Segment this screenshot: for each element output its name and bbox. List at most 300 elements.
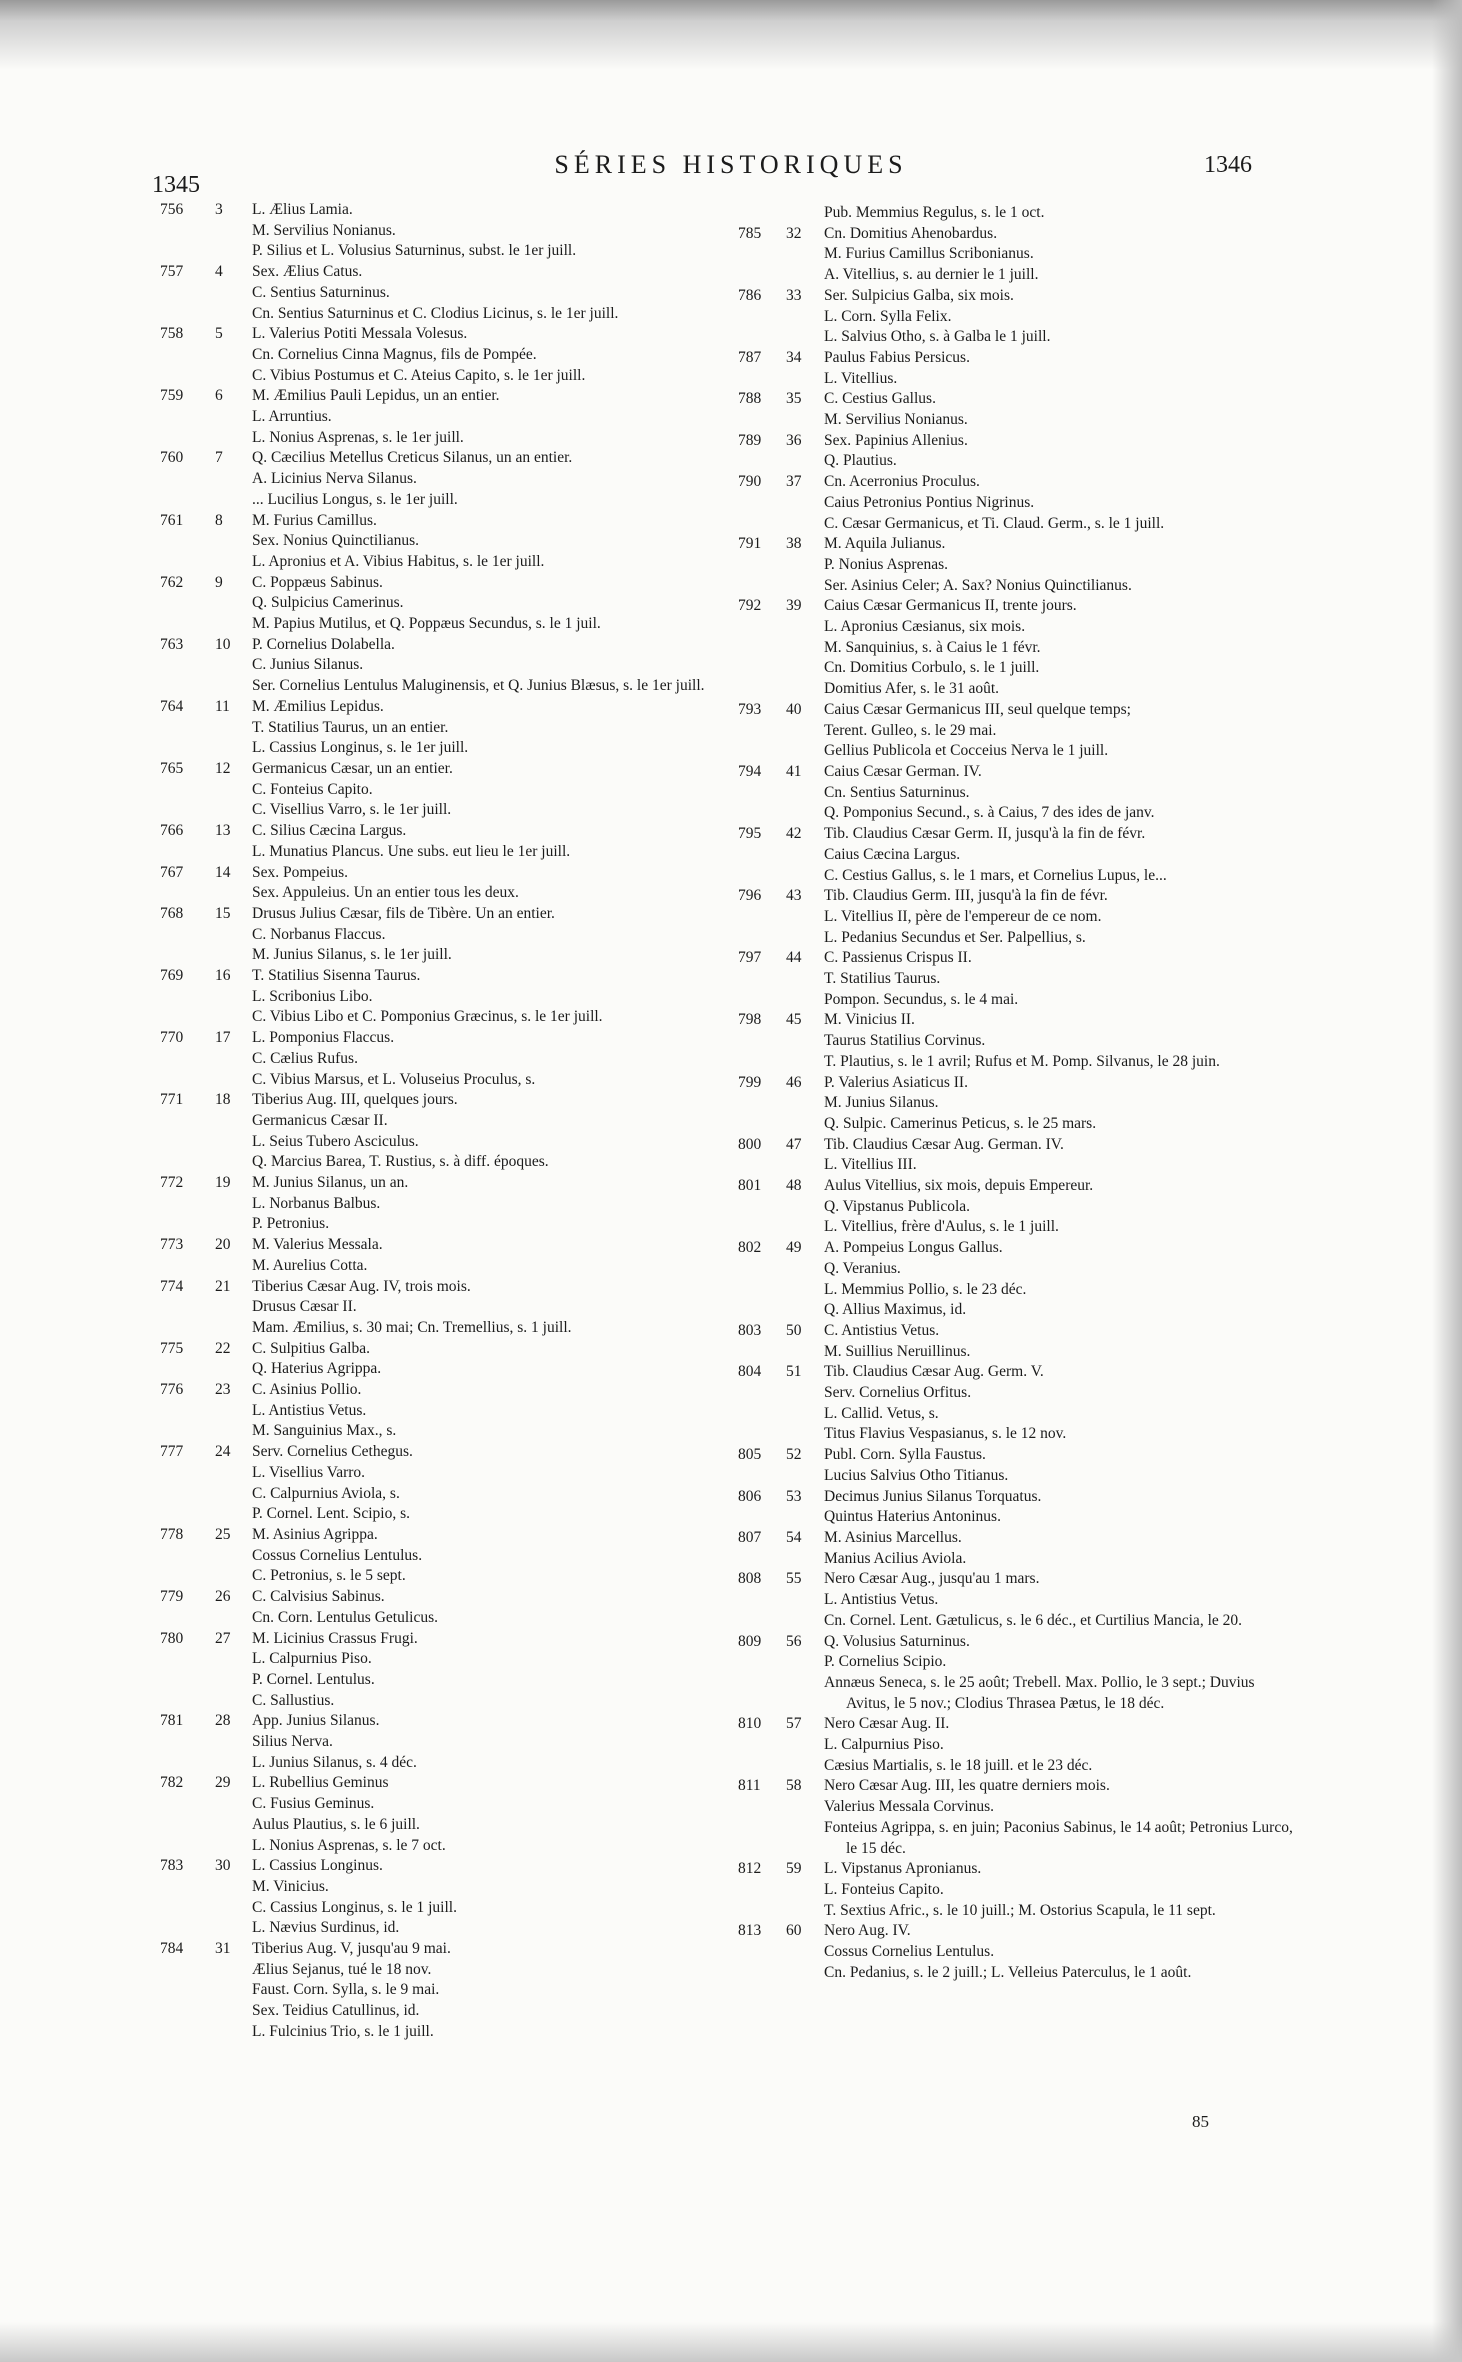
consul-line: P. Silius et L. Volusius Saturninus, subst. le 1er juill. (252, 242, 577, 260)
consul-line: Drusus Julius Cæsar, fils de Tibère. Un an entier. (252, 904, 555, 922)
consul-line: Cn. Pedanius, s. le 2 juill.; L. Velleius Paterculus, le 1 août. (824, 1963, 1192, 1981)
consul-line: Titus Flavius Vespasianus, s. le 12 nov. (824, 1425, 1067, 1443)
consul-entry (160, 863, 720, 904)
consul-entry (160, 1277, 720, 1339)
consul-entry (160, 573, 720, 635)
consul-line: Pompon. Secundus, s. le 4 mai. (824, 990, 1019, 1008)
year-number: 788 (738, 390, 762, 408)
consul-line: Ser. Asinius Celer; A. Sax? Nonius Quinctilianus. (824, 576, 1132, 594)
year-number: 811 (738, 1777, 761, 1795)
consul-line: Caius Cæcina Largus. (824, 845, 961, 863)
year-number: 777 (160, 1443, 184, 1461)
consul-line: Aulus Vitellius, six mois, depuis Empereur. (824, 1177, 1094, 1195)
year-number: 780 (160, 1629, 184, 1647)
consul-line: M. Furius Camillus Scribonianus. (824, 245, 1034, 263)
year-number: 806 (738, 1487, 762, 1505)
consul-line: C. Asinius Pollio. (252, 1381, 362, 1399)
reign-year: 39 (786, 597, 802, 615)
running-title: SÉRIES HISTORIQUES (554, 150, 908, 179)
consul-line: ... Lucilius Longus, s. le 1er juill. (252, 490, 458, 508)
year-number: 762 (160, 573, 184, 591)
consul-entry (738, 824, 1298, 886)
year-number: 793 (738, 700, 762, 718)
consul-line: Sex. Pompeius. (252, 863, 349, 881)
consul-line: C. Cestius Gallus. (824, 390, 936, 408)
consul-line: T. Plautius, s. le 1 avril; Rufus et M. Pomp. Silvanus, le 28 juin. (824, 1052, 1220, 1070)
reign-year: 48 (786, 1177, 802, 1195)
consul-line: Sex. Ælius Catus. (252, 263, 363, 281)
consul-line: Cn. Corn. Lentulus Getulicus. (252, 1608, 438, 1626)
consul-line: C. Calvisius Sabinus. (252, 1588, 385, 1606)
consul-line: P. Cornel. Lent. Scipio, s. (252, 1505, 411, 1523)
continuation-lines (738, 203, 1298, 224)
consul-line: M. Asinius Marcellus. (824, 1529, 962, 1546)
consul-entry (738, 1569, 1298, 1631)
reign-year: 50 (786, 1321, 802, 1339)
consul-line: P. Nonius Asprenas. (824, 555, 949, 573)
consul-entry (160, 1380, 720, 1442)
consul-line: Sex. Papinius Allenius. (824, 431, 968, 449)
consul-entry (738, 1238, 1298, 1321)
consul-line: Cn. Sentius Saturninus. (824, 783, 970, 801)
year-number: 778 (160, 1526, 184, 1543)
year-number: 761 (160, 511, 184, 529)
reign-year: 3 (215, 201, 223, 218)
consul-line: Caius Cæsar German. IV. (824, 762, 982, 780)
consul-line: L. Visellius Varro. (252, 1463, 366, 1481)
reign-year: 47 (786, 1135, 802, 1153)
consul-line: L. Callid. Vetus, s. (824, 1404, 939, 1422)
year-number: 799 (738, 1073, 762, 1091)
consul-line: M. Æmilius Lepidus. (252, 697, 384, 715)
consul-line: L. Nævius Surdinus, id. (252, 1919, 400, 1937)
consul-entry (160, 200, 720, 262)
reign-year: 44 (786, 949, 802, 967)
reign-year: 29 (215, 1774, 231, 1792)
consul-line: L. Nonius Asprenas, s. le 7 oct. (252, 1836, 446, 1854)
consul-entry (738, 348, 1298, 389)
consul-line: Decimus Junius Silanus Torquatus. (824, 1487, 1042, 1505)
reign-year: 54 (786, 1529, 802, 1546)
reign-year: 25 (215, 1526, 231, 1543)
consul-line: Quintus Haterius Antoninus. (824, 1508, 1001, 1526)
consul-line: M. Vinicius. (252, 1877, 329, 1895)
consul-line: M. Vinicius II. (824, 1011, 915, 1029)
reign-year: 59 (786, 1860, 802, 1878)
year-number: 771 (160, 1091, 184, 1109)
consul-line: A. Pompeius Longus Gallus. (824, 1239, 1003, 1257)
consul-line: Cæsius Martialis, s. le 18 juill. et le 23 déc. (824, 1756, 1093, 1774)
consul-line: M. Licinius Crassus Frugi. (252, 1629, 418, 1647)
consul-line: L. Munatius Plancus. Une subs. eut lieu le 1er juill. (252, 842, 571, 860)
year-number: 776 (160, 1381, 184, 1399)
consul-line: C. Fusius Geminus. (252, 1795, 375, 1813)
consul-line: T. Statilius Sisenna Taurus. (252, 967, 421, 985)
consul-line: Cn. Domitius Ahenobardus. (824, 224, 998, 242)
year-number: 801 (738, 1177, 762, 1195)
reign-year: 58 (786, 1777, 802, 1795)
reign-year: 42 (786, 825, 802, 843)
consul-entry (738, 1859, 1298, 1921)
consul-entry (160, 386, 720, 448)
consul-entry (160, 1629, 720, 1712)
consul-entry (738, 389, 1298, 430)
consul-line: M. Papius Mutilus, et Q. Poppæus Secundus, s. le 1 juil. (252, 615, 601, 633)
consul-line: C. Visellius Varro, s. le 1er juill. (252, 801, 452, 819)
year-number: 756 (160, 201, 184, 218)
consul-entry (160, 324, 720, 386)
consul-line: L. Vitellius II, père de l'empereur de ce nom. (824, 907, 1102, 925)
consul-line: C. Vibius Marsus, et L. Voluseius Proculus, s. (252, 1070, 536, 1088)
consul-line: C. Petronius, s. le 5 sept. (252, 1567, 406, 1585)
consul-entry (160, 1235, 720, 1276)
reign-year: 51 (786, 1363, 802, 1381)
year-number: 787 (738, 348, 762, 366)
consul-line: L. Calpurnius Piso. (252, 1650, 372, 1668)
consul-entry (160, 1090, 720, 1173)
consul-line: Tib. Claudius Cæsar Aug. Germ. V. (824, 1363, 1044, 1381)
consul-entry (738, 1921, 1298, 1983)
consul-line: M. Asinius Agrippa. (252, 1526, 378, 1543)
reign-year: 7 (215, 449, 223, 467)
reign-year: 46 (786, 1073, 802, 1091)
year-number: 810 (738, 1715, 762, 1733)
consul-line: M. Aquila Julianus. (824, 535, 946, 553)
year-number: 785 (738, 224, 762, 242)
scan-edge-top (0, 0, 1462, 70)
consul-line: L. Vitellius, frère d'Aulus, s. le 1 juill. (824, 1218, 1059, 1236)
consul-line: Q. Veranius. (824, 1259, 901, 1277)
page-number-right: 1346 (1204, 152, 1252, 178)
consul-line: A. Licinius Nerva Silanus. (252, 470, 417, 488)
consul-line: Pub. Memmius Regulus, s. le 1 oct. (824, 204, 1045, 221)
consul-entry (738, 1632, 1298, 1715)
year-number: 758 (160, 325, 184, 343)
reign-year: 53 (786, 1487, 802, 1505)
year-number: 809 (738, 1632, 762, 1650)
consul-line: L. Vitellius. (824, 369, 898, 387)
reign-year: 55 (786, 1570, 802, 1588)
consul-line: Cn. Acerronius Proculus. (824, 473, 980, 491)
reign-year: 37 (786, 473, 802, 491)
year-number: 781 (160, 1712, 184, 1730)
consul-line: Terent. Gulleo, s. le 29 mai. (824, 721, 997, 739)
year-number: 804 (738, 1363, 762, 1381)
reign-year: 4 (215, 263, 223, 281)
consul-line: T. Statilius Taurus. (824, 970, 941, 988)
consul-line: M. Junius Silanus, s. le 1er juill. (252, 946, 452, 964)
year-number: 794 (738, 762, 762, 780)
consul-entry (160, 904, 720, 966)
consul-line: L. Arruntius. (252, 408, 332, 426)
consul-line: Caius Petronius Pontius Nigrinus. (824, 493, 1035, 511)
consul-entry (738, 948, 1298, 1010)
consul-line: Germanicus Cæsar II. (252, 1111, 388, 1129)
reign-year: 57 (786, 1715, 802, 1733)
consul-line: P. Cornelius Dolabella. (252, 635, 395, 653)
consul-entry (738, 596, 1298, 700)
consul-entry (160, 262, 720, 324)
consul-line: Q. Sulpic. Camerinus Peticus, s. le 25 mars. (824, 1114, 1097, 1132)
consul-line: Lucius Salvius Otho Titianus. (824, 1466, 1009, 1484)
consul-line: L. Ælius Lamia. (252, 201, 353, 218)
reign-year: 38 (786, 535, 802, 553)
reign-year: 35 (786, 390, 802, 408)
consul-line: Domitius Afer, s. le 31 août. (824, 680, 1000, 698)
consul-line: Sex. Teidius Catullinus, id. (252, 2002, 420, 2020)
consul-line: Tib. Claudius Cæsar Germ. II, jusqu'à la fin de févr. (824, 825, 1146, 843)
reign-year: 14 (215, 863, 231, 881)
consul-line: M. Junius Silanus. (824, 1094, 939, 1112)
consul-line: L. Apronius Cæsianus, six mois. (824, 618, 1026, 636)
consul-line: C. Cæsar Germanicus, et Ti. Claud. Germ., s. le 1 juill. (824, 514, 1165, 532)
consul-entry (738, 1714, 1298, 1776)
year-number: 768 (160, 904, 184, 922)
consul-line: L. Nonius Asprenas, s. le 1er juill. (252, 428, 464, 446)
consul-line: M. Sanquinius, s. à Caius le 1 févr. (824, 638, 1041, 656)
reign-year: 17 (215, 1029, 231, 1047)
reign-year: 6 (215, 387, 223, 405)
year-number: 789 (738, 431, 762, 449)
consul-line: App. Junius Silanus. (252, 1712, 380, 1730)
reign-year: 20 (215, 1236, 231, 1254)
consul-line: L. Scribonius Libo. (252, 987, 373, 1005)
consul-entry (160, 1711, 720, 1773)
consul-line: M. Servilius Nonianus. (824, 411, 968, 429)
reign-year: 45 (786, 1011, 802, 1029)
reign-year: 16 (215, 967, 231, 985)
consul-entry (160, 1939, 720, 2043)
consul-line: Fonteius Agrippa, s. en juin; Paconius Sabinus, le 14 août; Petronius Lurco, le 15 déc. (824, 1818, 1293, 1857)
year-number: 766 (160, 822, 184, 840)
consul-line: L. Vitellius III. (824, 1156, 917, 1174)
reign-year: 41 (786, 762, 802, 780)
consul-line: L. Junius Silanus, s. 4 déc. (252, 1753, 417, 1771)
consul-entry (160, 1028, 720, 1090)
consul-entry (160, 1587, 720, 1628)
consul-line: Q. Vipstanus Publicola. (824, 1197, 971, 1215)
consul-line: Nero Cæsar Aug. II. (824, 1715, 950, 1733)
consul-line: L. Calpurnius Piso. (824, 1736, 944, 1754)
year-number: 808 (738, 1570, 762, 1588)
consul-line: L. Pedanius Secundus et Ser. Palpellius, s. (824, 928, 1086, 946)
consul-entry (738, 1528, 1298, 1569)
reign-year: 26 (215, 1588, 231, 1606)
consul-line: L. Antistius Vetus. (252, 1401, 367, 1419)
year-number: 791 (738, 535, 762, 553)
consul-line: Serv. Cornelius Cethegus. (252, 1443, 413, 1461)
consul-entry (160, 759, 720, 821)
year-number: 763 (160, 635, 184, 653)
reign-year: 5 (215, 325, 223, 343)
reign-year: 10 (215, 635, 231, 653)
consul-entry (738, 1321, 1298, 1362)
year-number: 803 (738, 1321, 762, 1339)
consul-entry (738, 431, 1298, 472)
consul-line: L. Fonteius Capito. (824, 1880, 944, 1898)
year-number: 802 (738, 1239, 762, 1257)
consul-line: C. Sallustius. (252, 1691, 335, 1709)
consul-entry (160, 821, 720, 862)
consul-entry (160, 635, 720, 697)
consul-line: C. Fonteius Capito. (252, 780, 373, 798)
consul-line: Sex. Nonius Quinctilianus. (252, 532, 420, 550)
consul-line: C. Vibius Postumus et C. Ateius Capito, s. le 1er juill. (252, 366, 586, 384)
year-number: 812 (738, 1860, 762, 1878)
page-number-left: 1345 (152, 172, 200, 198)
consul-line: Cn. Sentius Saturninus et C. Clodius Licinus, s. le 1er juill. (252, 304, 619, 322)
consul-line: Tib. Claudius Germ. III, jusqu'à la fin de févr. (824, 887, 1108, 905)
consul-line: Nero Cæsar Aug. III, les quatre derniers mois. (824, 1777, 1110, 1795)
year-number: 759 (160, 387, 184, 405)
reign-year: 34 (786, 348, 802, 366)
consul-line: L. Cassius Longinus, s. le 1er juill. (252, 739, 469, 757)
year-number: 782 (160, 1774, 184, 1792)
consul-line: Tiberius Aug. V, jusqu'au 9 mai. (252, 1940, 451, 1958)
year-number: 805 (738, 1446, 762, 1464)
consul-line: Drusus Cæsar II. (252, 1298, 357, 1316)
consul-line: Ser. Cornelius Lentulus Maluginensis, et Q. Junius Blæsus, s. le 1er juill. (252, 677, 705, 695)
consul-line: Tib. Claudius Cæsar Aug. German. IV. (824, 1135, 1064, 1153)
consul-line: T. Statilius Taurus, un an entier. (252, 718, 449, 736)
consul-line: Caius Cæsar Germanicus III, seul quelque temps; (824, 700, 1131, 718)
consul-line: Manius Acilius Aviola. (824, 1549, 967, 1567)
reign-year: 23 (215, 1381, 231, 1399)
consul-entry (738, 1135, 1298, 1176)
consul-entry (160, 511, 720, 573)
consul-line: C. Cestius Gallus, s. le 1 mars, et Cornelius Lupus, le... (824, 866, 1167, 884)
scan-edge-bottom (0, 2322, 1462, 2362)
year-number: 786 (738, 286, 762, 304)
consul-line: M. Suillius Neruillinus. (824, 1342, 971, 1360)
reign-year: 40 (786, 700, 802, 718)
reign-year: 27 (215, 1629, 231, 1647)
consul-entry (738, 700, 1298, 762)
right-column (738, 203, 1298, 1983)
consul-line: Publ. Corn. Sylla Faustus. (824, 1446, 986, 1464)
year-number: 790 (738, 473, 762, 491)
year-number: 764 (160, 697, 184, 715)
consul-line: Q. Cæcilius Metellus Creticus Silanus, un an entier. (252, 449, 573, 467)
reign-year: 28 (215, 1712, 231, 1730)
year-number: 770 (160, 1029, 184, 1047)
consul-line: Faust. Corn. Sylla, s. le 9 mai. (252, 1981, 440, 1999)
consul-line: L. Pomponius Flaccus. (252, 1029, 395, 1047)
consul-line: L. Salvius Otho, s. à Galba le 1 juill. (824, 328, 1051, 346)
consul-line: L. Corn. Sylla Felix. (824, 307, 952, 325)
consul-line: C. Cassius Longinus, s. le 1 juill. (252, 1898, 457, 1916)
reign-year: 21 (215, 1277, 231, 1295)
consul-entry (738, 224, 1298, 286)
year-number: 757 (160, 263, 184, 281)
consul-line: Sex. Appuleius. Un an entier tous les deux. (252, 884, 519, 902)
consul-line: Valerius Messala Corvinus. (824, 1798, 995, 1816)
year-number: 792 (738, 597, 762, 615)
reign-year: 9 (215, 573, 223, 591)
consul-line: L. Cassius Longinus. (252, 1857, 383, 1875)
consul-entry (160, 966, 720, 1028)
reign-year: 60 (786, 1922, 802, 1940)
consul-line: L. Valerius Potiti Messala Volesus. (252, 325, 468, 343)
reign-year: 22 (215, 1339, 231, 1357)
consul-entry (160, 1773, 720, 1856)
consul-line: P. Cornelius Scipio. (824, 1653, 947, 1671)
consul-line: M. Junius Silanus, un an. (252, 1174, 409, 1192)
consul-line: Taurus Statilius Corvinus. (824, 1032, 986, 1050)
consul-entry (738, 1445, 1298, 1486)
consul-entry (738, 1176, 1298, 1238)
consul-line: C. Passienus Crispus II. (824, 949, 972, 967)
consul-line: Ser. Sulpicius Galba, six mois. (824, 286, 1014, 304)
consul-entry (160, 1339, 720, 1380)
consul-entry (738, 1073, 1298, 1135)
consul-line: Aulus Plautius, s. le 6 juill. (252, 1815, 420, 1833)
consul-entry (738, 762, 1298, 824)
consul-line: Serv. Cornelius Orfitus. (824, 1384, 972, 1402)
reign-year: 12 (215, 759, 231, 777)
consul-entry (160, 448, 720, 510)
consul-line: Cn. Domitius Corbulo, s. le 1 juill. (824, 659, 1040, 677)
consul-entry (738, 886, 1298, 948)
consul-line: Cn. Cornel. Lent. Gætulicus, s. le 6 déc., et Curtilius Mancia, le 20. (824, 1611, 1243, 1629)
consul-line: C. Poppæus Sabinus. (252, 573, 383, 591)
consul-line: Gellius Publicola et Cocceius Nerva le 1 juill. (824, 742, 1109, 760)
consul-entry (160, 1856, 720, 1939)
reign-year: 19 (215, 1174, 231, 1192)
consul-line: C. Calpurnius Aviola, s. (252, 1484, 400, 1502)
year-number: 813 (738, 1922, 762, 1940)
consul-entry (738, 534, 1298, 596)
consul-line: Annæus Seneca, s. le 25 août; Trebell. Max. Pollio, le 3 sept.; Duvius Avitus, le 5 nov.; Clodius Thrasea Pætus, le 18 déc. (824, 1673, 1255, 1712)
reign-year: 56 (786, 1632, 802, 1650)
consul-line: Germanicus Cæsar, un an entier. (252, 759, 453, 777)
folio-signature: 85 (1192, 2112, 1209, 2131)
consul-line: Cossus Cornelius Lentulus. (252, 1546, 423, 1564)
year-number: 774 (160, 1277, 184, 1295)
reign-year: 31 (215, 1940, 231, 1958)
year-number: 796 (738, 887, 762, 905)
consul-line: M. Servilius Nonianus. (252, 221, 396, 239)
year-number: 769 (160, 967, 184, 985)
year-number: 773 (160, 1236, 184, 1254)
consul-line: M. Sanguinius Max., s. (252, 1422, 397, 1440)
reign-year: 13 (215, 822, 231, 840)
year-number: 783 (160, 1857, 184, 1875)
year-number: 807 (738, 1529, 762, 1546)
consul-line: L. Apronius et A. Vibius Habitus, s. le 1er juill. (252, 552, 545, 570)
consul-line: L. Fulcinius Trio, s. le 1 juill. (252, 2022, 434, 2040)
consul-line: Silius Nerva. (252, 1733, 333, 1751)
reign-year: 24 (215, 1443, 231, 1461)
consul-line: M. Furius Camillus. (252, 511, 377, 529)
year-number: 779 (160, 1588, 184, 1606)
consul-line: L. Vipstanus Apronianus. (824, 1860, 982, 1878)
consul-line: Tiberius Cæsar Aug. IV, trois mois. (252, 1277, 471, 1295)
consul-line: Q. Plautius. (824, 452, 897, 470)
year-number: 767 (160, 863, 184, 881)
consul-line: Caius Cæsar Germanicus II, trente jours. (824, 597, 1077, 615)
consul-entry (160, 1442, 720, 1525)
consul-line: P. Valerius Asiaticus II. (824, 1073, 968, 1091)
reign-year: 11 (215, 697, 230, 715)
consul-line: C. Antistius Vetus. (824, 1321, 940, 1339)
consul-line: Ælius Sejanus, tué le 18 nov. (252, 1960, 432, 1978)
year-number: 797 (738, 949, 762, 967)
year-number: 760 (160, 449, 184, 467)
consul-line: Cossus Cornelius Lentulus. (824, 1943, 995, 1961)
consul-line: L. Antistius Vetus. (824, 1591, 939, 1609)
consul-entry (738, 472, 1298, 534)
